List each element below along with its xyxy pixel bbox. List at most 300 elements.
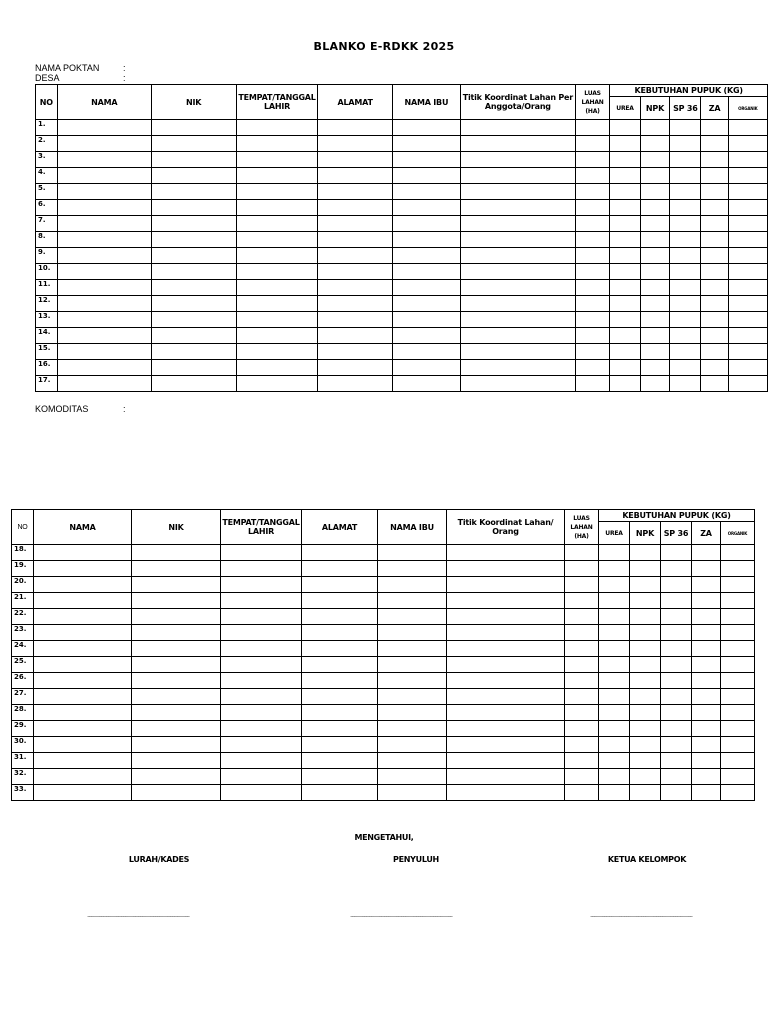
table-cell[interactable]	[728, 264, 767, 280]
table-cell[interactable]	[721, 785, 755, 801]
table-cell[interactable]	[640, 280, 670, 296]
table-cell[interactable]	[34, 545, 132, 561]
table-cell[interactable]	[661, 625, 692, 641]
table-cell[interactable]	[599, 545, 630, 561]
table-cell[interactable]	[34, 561, 132, 577]
table-cell[interactable]	[221, 625, 302, 641]
table-cell[interactable]	[599, 657, 630, 673]
table-cell[interactable]	[610, 312, 640, 328]
table-cell[interactable]	[392, 296, 460, 312]
table-cell[interactable]	[392, 120, 460, 136]
table-cell[interactable]	[302, 721, 378, 737]
table-cell[interactable]	[692, 545, 721, 561]
table-cell[interactable]	[57, 168, 151, 184]
table-cell[interactable]	[640, 200, 670, 216]
table-cell[interactable]	[728, 296, 767, 312]
table-cell[interactable]	[132, 561, 221, 577]
table-cell[interactable]	[565, 753, 599, 769]
table-cell[interactable]	[378, 753, 447, 769]
table-cell[interactable]	[721, 689, 755, 705]
table-cell[interactable]	[392, 344, 460, 360]
table-cell[interactable]	[460, 312, 575, 328]
table-cell[interactable]	[670, 344, 701, 360]
table-cell[interactable]	[132, 721, 221, 737]
table-cell[interactable]	[701, 344, 728, 360]
table-cell[interactable]	[57, 232, 151, 248]
table-cell[interactable]	[392, 216, 460, 232]
table-cell[interactable]	[34, 641, 132, 657]
table-cell[interactable]	[318, 296, 392, 312]
table-cell[interactable]	[57, 360, 151, 376]
table-cell[interactable]	[640, 136, 670, 152]
table-cell[interactable]	[221, 561, 302, 577]
table-cell[interactable]	[392, 280, 460, 296]
table-cell[interactable]	[34, 785, 132, 801]
table-cell[interactable]	[610, 200, 640, 216]
table-cell[interactable]	[318, 232, 392, 248]
table-cell[interactable]	[318, 184, 392, 200]
table-cell[interactable]	[302, 577, 378, 593]
table-cell[interactable]	[378, 737, 447, 753]
table-cell[interactable]	[661, 545, 692, 561]
table-cell[interactable]	[378, 705, 447, 721]
table-cell[interactable]	[57, 152, 151, 168]
table-cell[interactable]	[392, 200, 460, 216]
table-cell[interactable]	[460, 296, 575, 312]
table-cell[interactable]	[610, 152, 640, 168]
table-cell[interactable]	[392, 168, 460, 184]
table-cell[interactable]	[460, 200, 575, 216]
table-cell[interactable]	[575, 216, 609, 232]
table-cell[interactable]	[692, 689, 721, 705]
table-cell[interactable]	[640, 168, 670, 184]
table-cell[interactable]	[575, 232, 609, 248]
table-cell[interactable]	[302, 625, 378, 641]
table-cell[interactable]	[302, 545, 378, 561]
table-cell[interactable]	[447, 689, 565, 705]
table-cell[interactable]	[221, 753, 302, 769]
table-cell[interactable]	[151, 360, 236, 376]
table-cell[interactable]	[318, 280, 392, 296]
table-cell[interactable]	[670, 216, 701, 232]
table-cell[interactable]	[661, 641, 692, 657]
table-cell[interactable]	[701, 120, 728, 136]
table-cell[interactable]	[378, 721, 447, 737]
table-cell[interactable]	[447, 721, 565, 737]
table-cell[interactable]	[132, 769, 221, 785]
table-cell[interactable]	[670, 152, 701, 168]
table-cell[interactable]	[575, 328, 609, 344]
table-cell[interactable]	[318, 328, 392, 344]
table-cell[interactable]	[318, 120, 392, 136]
table-cell[interactable]	[132, 545, 221, 561]
table-cell[interactable]	[640, 216, 670, 232]
table-cell[interactable]	[575, 376, 609, 392]
table-cell[interactable]	[640, 184, 670, 200]
table-cell[interactable]	[236, 184, 318, 200]
table-cell[interactable]	[630, 721, 661, 737]
table-cell[interactable]	[34, 769, 132, 785]
table-cell[interactable]	[57, 184, 151, 200]
table-cell[interactable]	[575, 344, 609, 360]
table-cell[interactable]	[392, 248, 460, 264]
table-cell[interactable]	[670, 376, 701, 392]
table-cell[interactable]	[692, 609, 721, 625]
table-cell[interactable]	[661, 657, 692, 673]
table-cell[interactable]	[565, 545, 599, 561]
table-cell[interactable]	[318, 136, 392, 152]
table-cell[interactable]	[610, 296, 640, 312]
table-cell[interactable]	[378, 625, 447, 641]
table-cell[interactable]	[701, 360, 728, 376]
table-cell[interactable]	[57, 136, 151, 152]
table-cell[interactable]	[599, 625, 630, 641]
table-cell[interactable]	[721, 625, 755, 641]
table-cell[interactable]	[392, 184, 460, 200]
table-cell[interactable]	[670, 296, 701, 312]
table-cell[interactable]	[728, 328, 767, 344]
table-cell[interactable]	[221, 609, 302, 625]
table-cell[interactable]	[236, 328, 318, 344]
table-cell[interactable]	[692, 753, 721, 769]
table-cell[interactable]	[630, 737, 661, 753]
table-cell[interactable]	[132, 785, 221, 801]
table-cell[interactable]	[721, 641, 755, 657]
table-cell[interactable]	[599, 609, 630, 625]
table-cell[interactable]	[728, 344, 767, 360]
table-cell[interactable]	[132, 705, 221, 721]
table-cell[interactable]	[721, 673, 755, 689]
table-cell[interactable]	[692, 673, 721, 689]
table-cell[interactable]	[151, 296, 236, 312]
table-cell[interactable]	[392, 232, 460, 248]
table-cell[interactable]	[565, 641, 599, 657]
table-cell[interactable]	[565, 609, 599, 625]
table-cell[interactable]	[236, 280, 318, 296]
table-cell[interactable]	[151, 280, 236, 296]
table-cell[interactable]	[728, 168, 767, 184]
table-cell[interactable]	[599, 769, 630, 785]
table-cell[interactable]	[236, 376, 318, 392]
table-cell[interactable]	[640, 376, 670, 392]
table-cell[interactable]	[318, 248, 392, 264]
table-cell[interactable]	[721, 737, 755, 753]
table-cell[interactable]	[670, 120, 701, 136]
table-cell[interactable]	[236, 264, 318, 280]
table-cell[interactable]	[236, 216, 318, 232]
table-cell[interactable]	[692, 593, 721, 609]
table-cell[interactable]	[221, 657, 302, 673]
table-cell[interactable]	[661, 689, 692, 705]
table-cell[interactable]	[378, 785, 447, 801]
table-cell[interactable]	[221, 721, 302, 737]
table-cell[interactable]	[575, 264, 609, 280]
table-cell[interactable]	[151, 168, 236, 184]
table-cell[interactable]	[460, 344, 575, 360]
table-cell[interactable]	[378, 593, 447, 609]
table-cell[interactable]	[728, 248, 767, 264]
table-cell[interactable]	[447, 769, 565, 785]
table-cell[interactable]	[318, 312, 392, 328]
table-cell[interactable]	[630, 769, 661, 785]
table-cell[interactable]	[392, 264, 460, 280]
table-cell[interactable]	[392, 312, 460, 328]
table-cell[interactable]	[670, 328, 701, 344]
table-cell[interactable]	[34, 609, 132, 625]
table-cell[interactable]	[728, 312, 767, 328]
table-cell[interactable]	[661, 769, 692, 785]
table-cell[interactable]	[460, 168, 575, 184]
table-cell[interactable]	[57, 200, 151, 216]
table-cell[interactable]	[392, 376, 460, 392]
table-cell[interactable]	[640, 152, 670, 168]
table-cell[interactable]	[378, 577, 447, 593]
table-cell[interactable]	[302, 705, 378, 721]
table-cell[interactable]	[575, 152, 609, 168]
table-cell[interactable]	[701, 232, 728, 248]
table-cell[interactable]	[318, 264, 392, 280]
table-cell[interactable]	[34, 753, 132, 769]
table-cell[interactable]	[151, 232, 236, 248]
table-cell[interactable]	[728, 184, 767, 200]
table-cell[interactable]	[565, 577, 599, 593]
table-cell[interactable]	[565, 769, 599, 785]
table-cell[interactable]	[599, 705, 630, 721]
table-cell[interactable]	[236, 360, 318, 376]
table-cell[interactable]	[236, 296, 318, 312]
table-cell[interactable]	[661, 785, 692, 801]
table-cell[interactable]	[728, 216, 767, 232]
table-cell[interactable]	[701, 328, 728, 344]
table-cell[interactable]	[460, 248, 575, 264]
table-cell[interactable]	[640, 312, 670, 328]
table-cell[interactable]	[670, 264, 701, 280]
table-cell[interactable]	[151, 264, 236, 280]
table-cell[interactable]	[565, 785, 599, 801]
table-cell[interactable]	[565, 593, 599, 609]
table-cell[interactable]	[661, 753, 692, 769]
table-cell[interactable]	[630, 625, 661, 641]
table-cell[interactable]	[599, 577, 630, 593]
table-cell[interactable]	[460, 232, 575, 248]
table-cell[interactable]	[34, 689, 132, 705]
table-cell[interactable]	[565, 705, 599, 721]
table-cell[interactable]	[221, 545, 302, 561]
table-cell[interactable]	[392, 152, 460, 168]
table-cell[interactable]	[701, 200, 728, 216]
table-cell[interactable]	[728, 232, 767, 248]
table-cell[interactable]	[460, 184, 575, 200]
table-cell[interactable]	[236, 200, 318, 216]
table-cell[interactable]	[302, 561, 378, 577]
table-cell[interactable]	[302, 641, 378, 657]
table-cell[interactable]	[221, 593, 302, 609]
table-cell[interactable]	[630, 705, 661, 721]
table-cell[interactable]	[378, 673, 447, 689]
table-cell[interactable]	[460, 280, 575, 296]
table-cell[interactable]	[701, 280, 728, 296]
table-cell[interactable]	[34, 705, 132, 721]
table-cell[interactable]	[151, 184, 236, 200]
table-cell[interactable]	[132, 737, 221, 753]
table-cell[interactable]	[57, 264, 151, 280]
table-cell[interactable]	[151, 216, 236, 232]
table-cell[interactable]	[640, 296, 670, 312]
table-cell[interactable]	[460, 136, 575, 152]
table-cell[interactable]	[630, 657, 661, 673]
table-cell[interactable]	[236, 232, 318, 248]
table-cell[interactable]	[670, 232, 701, 248]
table-cell[interactable]	[447, 705, 565, 721]
table-cell[interactable]	[640, 344, 670, 360]
table-cell[interactable]	[610, 232, 640, 248]
table-cell[interactable]	[661, 721, 692, 737]
table-cell[interactable]	[151, 136, 236, 152]
table-cell[interactable]	[57, 120, 151, 136]
table-cell[interactable]	[132, 577, 221, 593]
table-cell[interactable]	[34, 593, 132, 609]
table-cell[interactable]	[701, 312, 728, 328]
table-cell[interactable]	[610, 136, 640, 152]
table-cell[interactable]	[447, 609, 565, 625]
table-cell[interactable]	[34, 737, 132, 753]
table-cell[interactable]	[302, 657, 378, 673]
table-cell[interactable]	[599, 673, 630, 689]
table-cell[interactable]	[670, 200, 701, 216]
table-cell[interactable]	[34, 625, 132, 641]
table-cell[interactable]	[701, 376, 728, 392]
table-cell[interactable]	[447, 625, 565, 641]
table-cell[interactable]	[692, 657, 721, 673]
table-cell[interactable]	[565, 561, 599, 577]
table-cell[interactable]	[575, 248, 609, 264]
table-cell[interactable]	[640, 232, 670, 248]
table-cell[interactable]	[692, 641, 721, 657]
table-cell[interactable]	[221, 705, 302, 721]
table-cell[interactable]	[692, 625, 721, 641]
table-cell[interactable]	[728, 152, 767, 168]
table-cell[interactable]	[34, 673, 132, 689]
table-cell[interactable]	[34, 657, 132, 673]
table-cell[interactable]	[302, 785, 378, 801]
table-cell[interactable]	[460, 216, 575, 232]
table-cell[interactable]	[57, 376, 151, 392]
table-cell[interactable]	[610, 168, 640, 184]
table-cell[interactable]	[151, 376, 236, 392]
table-cell[interactable]	[575, 168, 609, 184]
table-cell[interactable]	[151, 152, 236, 168]
table-cell[interactable]	[57, 296, 151, 312]
table-cell[interactable]	[57, 312, 151, 328]
table-cell[interactable]	[132, 593, 221, 609]
table-cell[interactable]	[151, 344, 236, 360]
table-cell[interactable]	[447, 577, 565, 593]
table-cell[interactable]	[599, 721, 630, 737]
table-cell[interactable]	[728, 120, 767, 136]
table-cell[interactable]	[692, 785, 721, 801]
table-cell[interactable]	[302, 753, 378, 769]
table-cell[interactable]	[447, 545, 565, 561]
table-cell[interactable]	[701, 168, 728, 184]
table-cell[interactable]	[447, 561, 565, 577]
table-cell[interactable]	[661, 705, 692, 721]
table-cell[interactable]	[221, 577, 302, 593]
table-cell[interactable]	[318, 216, 392, 232]
table-cell[interactable]	[447, 641, 565, 657]
table-cell[interactable]	[721, 545, 755, 561]
table-cell[interactable]	[221, 673, 302, 689]
table-cell[interactable]	[630, 785, 661, 801]
table-cell[interactable]	[378, 641, 447, 657]
table-cell[interactable]	[318, 200, 392, 216]
table-cell[interactable]	[221, 641, 302, 657]
table-cell[interactable]	[701, 216, 728, 232]
table-cell[interactable]	[236, 136, 318, 152]
table-cell[interactable]	[692, 721, 721, 737]
table-cell[interactable]	[565, 737, 599, 753]
table-cell[interactable]	[661, 737, 692, 753]
table-cell[interactable]	[630, 609, 661, 625]
table-cell[interactable]	[132, 657, 221, 673]
table-cell[interactable]	[599, 689, 630, 705]
table-cell[interactable]	[721, 561, 755, 577]
table-cell[interactable]	[575, 120, 609, 136]
table-cell[interactable]	[236, 168, 318, 184]
table-cell[interactable]	[575, 184, 609, 200]
table-cell[interactable]	[34, 721, 132, 737]
table-cell[interactable]	[630, 689, 661, 705]
table-cell[interactable]	[57, 280, 151, 296]
table-cell[interactable]	[318, 344, 392, 360]
table-cell[interactable]	[670, 184, 701, 200]
table-cell[interactable]	[630, 545, 661, 561]
table-cell[interactable]	[721, 593, 755, 609]
table-cell[interactable]	[630, 593, 661, 609]
table-cell[interactable]	[701, 152, 728, 168]
table-cell[interactable]	[302, 609, 378, 625]
table-cell[interactable]	[378, 561, 447, 577]
table-cell[interactable]	[599, 737, 630, 753]
table-cell[interactable]	[610, 344, 640, 360]
table-cell[interactable]	[318, 376, 392, 392]
table-cell[interactable]	[721, 753, 755, 769]
table-cell[interactable]	[630, 641, 661, 657]
table-cell[interactable]	[565, 721, 599, 737]
table-cell[interactable]	[640, 264, 670, 280]
table-cell[interactable]	[728, 376, 767, 392]
table-cell[interactable]	[670, 360, 701, 376]
table-cell[interactable]	[318, 152, 392, 168]
table-cell[interactable]	[460, 360, 575, 376]
table-cell[interactable]	[378, 609, 447, 625]
table-cell[interactable]	[236, 248, 318, 264]
table-cell[interactable]	[610, 280, 640, 296]
table-cell[interactable]	[460, 152, 575, 168]
table-cell[interactable]	[151, 248, 236, 264]
table-cell[interactable]	[721, 657, 755, 673]
table-cell[interactable]	[447, 657, 565, 673]
table-cell[interactable]	[728, 360, 767, 376]
table-cell[interactable]	[302, 737, 378, 753]
table-cell[interactable]	[610, 360, 640, 376]
table-cell[interactable]	[236, 344, 318, 360]
table-cell[interactable]	[599, 753, 630, 769]
table-cell[interactable]	[610, 248, 640, 264]
table-cell[interactable]	[236, 312, 318, 328]
table-cell[interactable]	[221, 785, 302, 801]
table-cell[interactable]	[721, 609, 755, 625]
table-cell[interactable]	[721, 705, 755, 721]
